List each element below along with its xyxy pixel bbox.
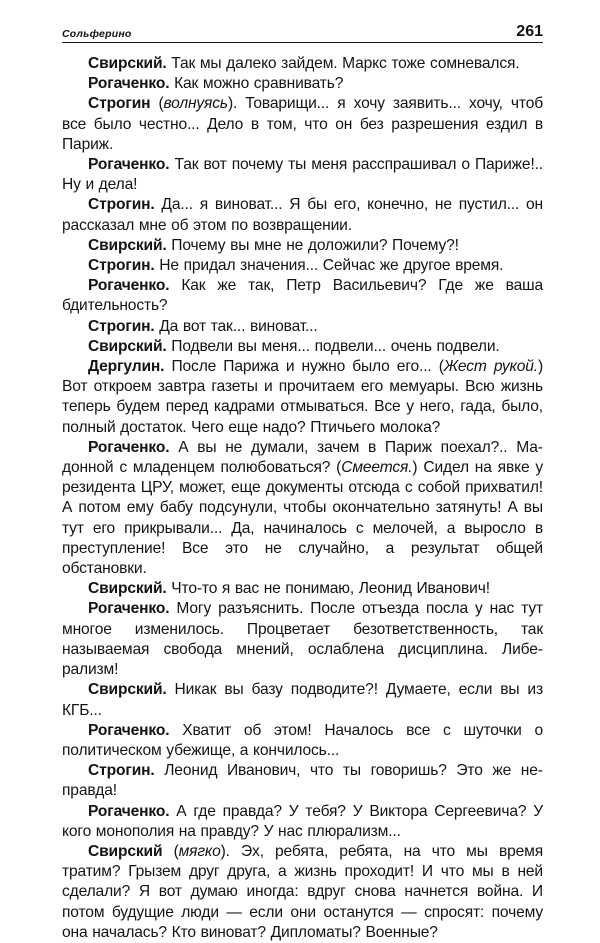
speaker-name: Строгин. — [88, 257, 155, 275]
speaker-name: Свирский. — [88, 681, 167, 699]
stage-direction: Смеется. — [341, 459, 413, 477]
speaker-name: Дергулин. — [88, 358, 165, 376]
speaker-name: Строгин — [88, 95, 151, 113]
speech: Так мы далеко зайдем. Маркс тоже сомневался. — [166, 55, 520, 72]
speech: Так вот почему ты меня расспрашивал о Париже!.. Ну и дела! — [62, 156, 543, 194]
dialogue-line — [62, 721, 543, 761]
speaker-name: Рогаченко. — [88, 277, 170, 295]
dialogue-line — [62, 236, 543, 256]
speech: Хватит об этом! Началось все с шуточки о политическом убежище, а кончилось... — [62, 721, 543, 759]
dialogue-line — [62, 94, 543, 155]
speaker-name: Рогаченко. — [88, 721, 170, 739]
speech: Подвели вы меня... подвели... очень подвели. — [166, 337, 500, 355]
dialogue-line — [62, 761, 543, 801]
speaker-name: Рогаченко. — [88, 156, 170, 174]
book-page — [62, 22, 543, 943]
speaker-name: Свирский. — [88, 55, 167, 72]
page-number: 261 — [516, 23, 543, 40]
dialogue-line — [62, 155, 543, 195]
dialogue-line — [62, 74, 543, 94]
speech: Почему вы мне не доложили? Почему?! — [166, 236, 459, 254]
dialogue-line — [62, 337, 543, 357]
speaker-name: Свирский. — [88, 337, 167, 355]
dialogue-line — [62, 276, 543, 316]
speech: Да вот так... виноват... — [154, 317, 318, 335]
speech: Не придал значения... Сейчас же другое время. — [154, 257, 504, 275]
dialogue-line — [62, 54, 543, 74]
speech: ) Вот откроем завтра газеты и прочитаем его мемуары. Всю жизнь теперь будем перед кадрами отмываться. Все у него, гада, было, полный достаток. Чего еще надо? Птичьего молока? — [62, 358, 544, 436]
speech: Никак вы базу подводите?! Думаете, если вы из КГБ... — [62, 681, 543, 719]
speaker-name: Свирский — [88, 842, 163, 860]
dialogue-line — [62, 438, 543, 579]
speech: ). Эх, ребята, ребята, на что мы время тратим? Грызем друг друга, а жизнь проходит! И что мы в ней сделали? Я вот думаю иногда: вдруг снова начнется война. И потом будущие люди — если они останутся — спросят: почему она началась? Кто виноват? Дипломаты? Военные? — [62, 842, 544, 941]
running-header — [62, 22, 543, 43]
speech: Как можно сравнивать? — [169, 75, 344, 93]
dialogue-line — [62, 579, 543, 599]
speech: ( — [162, 842, 179, 860]
speech: ( — [150, 95, 164, 113]
speaker-name: Рогаченко. — [88, 802, 170, 820]
stage-direction: Жест рукой. — [443, 358, 538, 376]
speaker-name: Рогаченко. — [88, 600, 170, 618]
dialogue-line — [62, 357, 543, 438]
speech: Могу разъяснить. После отъезда посла у нас тут многое изменилось. Процветает безответственность, так называемая свобода мнений, ослаблена дисциплина. Либерализм! — [62, 600, 543, 679]
stage-direction: волнуясь — [163, 95, 228, 113]
speech: Как же так, Петр Васильевич? Где же ваша бдительность? — [62, 277, 543, 315]
speech: ) Сидел на явке у резидента ЦРУ, может, еще документы отсюда с собой прихватил! А потом ему бабу подсунули, чтобы окончательно затянуть! А вы тут его прикрывали... Да, начиналось с мелочей, а выросло в преступление! Все это не случайно, а результат общей обстановки. — [62, 459, 543, 578]
speaker-name: Свирский. — [88, 580, 167, 598]
dialogue-line — [62, 599, 543, 680]
running-title: Сольферино — [62, 28, 132, 40]
dialogue-line — [62, 195, 543, 235]
speech: Да... я виноват... Я бы его, конечно, не пустил... он рассказал мне об этом по возвращении. — [62, 196, 543, 234]
speaker-name: Свирский. — [88, 236, 167, 254]
dialogue-line — [62, 680, 543, 720]
speech: А где правда? У тебя? У Виктора Сергеевича? У кого монополия на правду? У нас плюрализм... — [62, 802, 543, 840]
speaker-name: Рогаченко. — [88, 438, 170, 456]
dialogue-line — [62, 802, 543, 842]
speech: Леонид Иванович, что ты говоришь? Это же неправда! — [62, 762, 543, 800]
dialogue-text — [62, 54, 543, 943]
speaker-name: Рогаченко. — [88, 75, 170, 93]
dialogue-line — [62, 842, 543, 943]
stage-direction: мягко — [178, 842, 221, 860]
speaker-name: Строгин. — [88, 196, 155, 214]
speech: После Парижа и нужно было его... ( — [164, 358, 444, 376]
dialogue-line — [62, 256, 543, 276]
speech: А вы не думали, зачем в Париж поехал?.. Мадонной с младенцем полюбоваться? ( — [62, 438, 543, 477]
speech: ). Товарищи... я хочу заявить... хочу, чтоб все было честно... Дело в том, что он без разрешения ездил в Париж. — [62, 95, 543, 153]
speech: Что-то я вас не понимаю, Леонид Иванович! — [166, 580, 490, 598]
dialogue-line — [62, 317, 543, 337]
speaker-name: Строгин. — [88, 317, 155, 335]
speaker-name: Строгин. — [88, 762, 155, 780]
